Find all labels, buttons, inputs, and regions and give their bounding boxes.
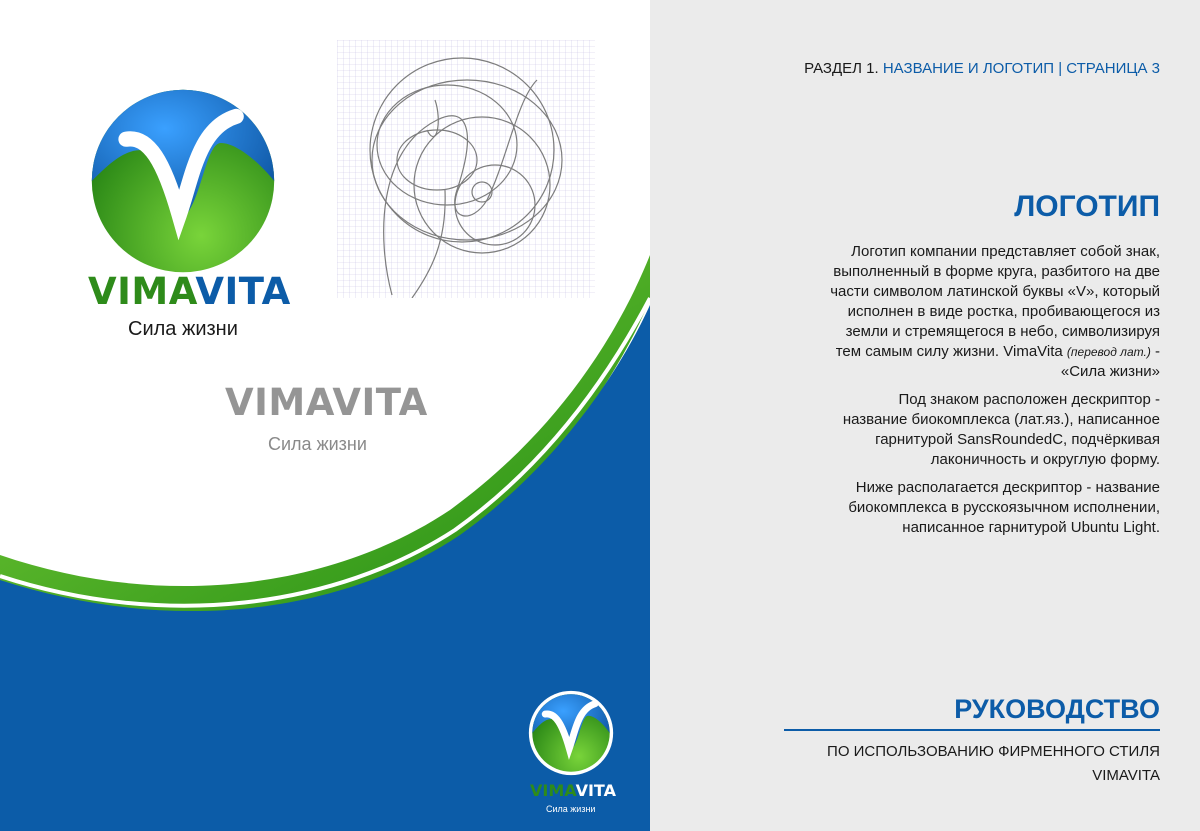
- section-header: [804, 60, 1160, 77]
- brand-vita-small: VITA: [575, 781, 616, 800]
- paragraph-2: Под знаком расположен дескриптор - название биокомплекса (лат.яз.), написанное гарнитурой SansRoundedC, подчёркивая лаконичность и округлую форму.: [842, 391, 1160, 468]
- brand-wordmark-small: [530, 781, 616, 800]
- paragraph-3: Ниже располагается дескриптор - название биокомплекса в русскоязычном исполнении, написанное гарнитурой Ubuntu Light.: [848, 479, 1160, 536]
- guide-subtitle: [740, 740, 1160, 788]
- right-page: [650, 0, 1200, 831]
- brand-tagline-small: Сила жизни: [546, 804, 596, 814]
- page-separator: |: [1058, 60, 1063, 77]
- brand-vita: VITA: [195, 270, 291, 313]
- section-label: РАЗДЕЛ 1.: [804, 60, 879, 77]
- paragraph-1-text: Логотип компании представляет собой знак, выполненный в форме круга, разбитого на две части символом латинской буквы «V», который исполнен в виде ростка, пробивающегося из земли и стремящегося в небо, символизируя тем самым силу жизни.: [830, 243, 1160, 360]
- brand-wordmark-grey: VIMAVITA: [225, 381, 428, 424]
- guide-subtitle-line-1: ПО ИСПОЛЬЗОВАНИЮ ФИРМЕННОГО СТИЛЯ: [827, 743, 1160, 760]
- brand-tagline-grey: Сила жизни: [268, 434, 367, 454]
- page-title: ЛОГОТИП: [1014, 190, 1160, 223]
- guide-divider: [784, 729, 1160, 731]
- paragraph-1-translation: - «Сила жизни»: [1060, 343, 1160, 380]
- paragraph-1-latin-name: VimaVita: [1003, 343, 1063, 360]
- brand-vima: VIMA: [88, 270, 196, 313]
- vimavita-logo-small-icon: [528, 690, 614, 776]
- construction-grid-icon: [337, 40, 595, 298]
- guide-heading: РУКОВОДСТВО: [954, 694, 1160, 724]
- paragraph-1-note: (перевод лат.): [1066, 345, 1151, 359]
- brand-tagline: Сила жизни: [128, 318, 238, 340]
- brand-wordmark: [88, 270, 291, 313]
- paragraph-1: [830, 242, 1160, 382]
- body-text: [830, 242, 1160, 546]
- brand-vima-small: VIMA: [530, 781, 576, 800]
- guide-subtitle-line-2: VIMAVITA: [1092, 767, 1160, 784]
- vimavita-logo-icon: [88, 86, 278, 276]
- section-title: НАЗВАНИЕ И ЛОГОТИП: [882, 60, 1055, 77]
- page-number: СТРАНИЦА 3: [1066, 60, 1160, 77]
